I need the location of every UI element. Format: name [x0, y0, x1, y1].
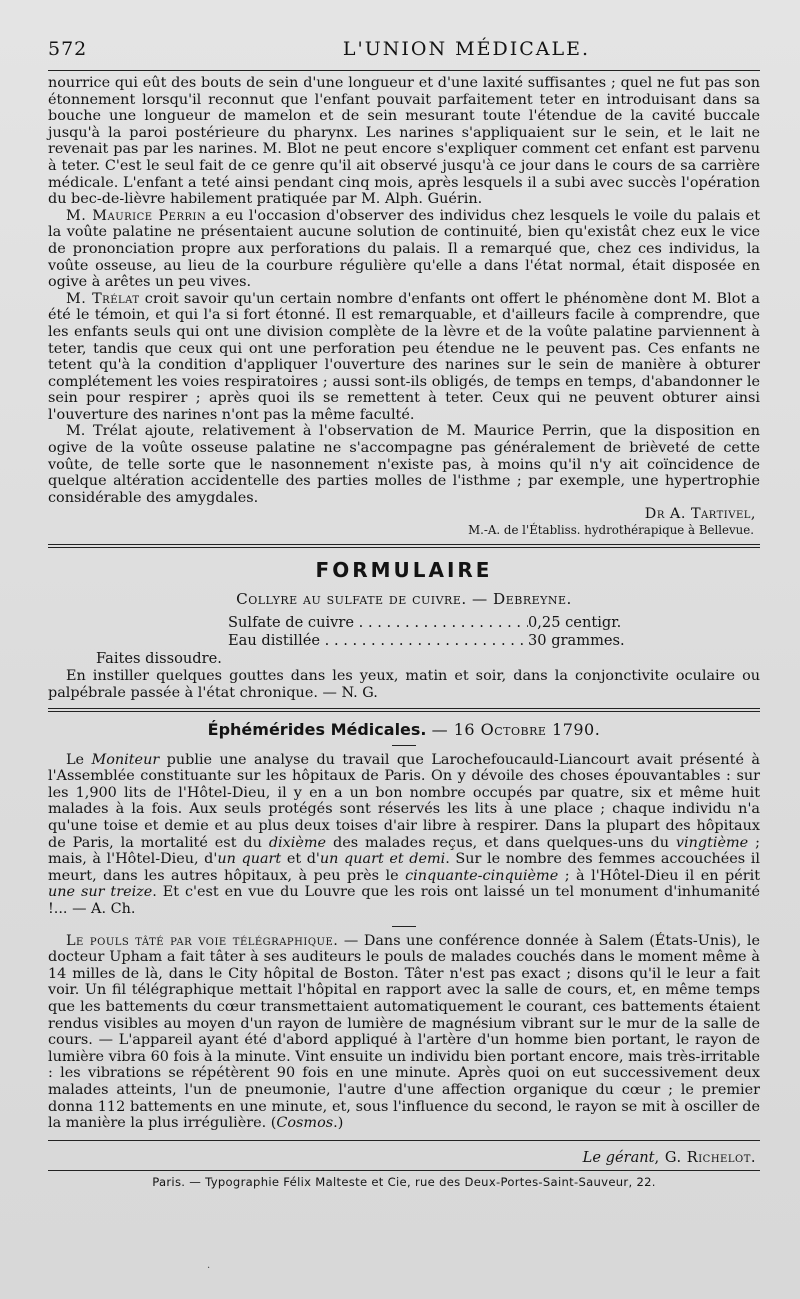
emphasis-text: un quart: [217, 851, 282, 868]
gerant-label: Le gérant: [582, 1148, 655, 1166]
gerant-name: , G. Richelot.: [654, 1148, 756, 1166]
recipe-instruction: Faites dissoudre.: [96, 650, 222, 668]
recipe-ingredient: [48, 614, 760, 632]
ingredient-name: Sulfate de cuivre . . .: [228, 614, 528, 631]
continuation-paragraph: nourrice qui eût des bouts de sein d'une longueur et d'une laxité suffisantes ; quel ne fut pas son étonnement lorsqu'il reconnut que l'enfant pouvait parfaitement teter en introduisant dans sa bouche une longueur de mamelon et de sein mesurant toute l'étendue de la cavité buccale jusqu'à la paroi postérieure du pharynx. Les narines s'appliquaient sur le sein, et le lait ne revenait pas par les narines. M. Blot ne peut encore s'expliquer comment cet enfant est parvenu à teter. C'est le seul fait de ce genre qu'il ait observé jusqu'à ce jour dans le cours de sa carrière médicale. L'enfant a teté ainsi pendant cinq mois, après lesquels il a subi avec succès l'opération du bec-de-lièvre habilement pratiquée par M. Alph. Guérin.: [48, 75, 760, 208]
speaker-name: M. Maurice Perrin: [66, 207, 207, 224]
emphasis-text: vingtième: [675, 834, 749, 851]
paragraph-text: a eu l'occasion d'observer des individus chez lesquels le voile du palais et la voûte palatine ne présentaient aucune solution de continuité, bien qu'existât chez eux le vice de prononciation propre aux perforations du palais. Il a remarqué que, chez ces individus, la voûte osseuse, au lieu de la courbure régulière qu'elle a dans l'état normal, était disposée en ogive à arêtes un peu vives.: [48, 207, 760, 291]
source-citation: Cosmos: [276, 1115, 334, 1132]
emphasis-text: cinquante-cinquième: [405, 867, 559, 884]
pouls-heading: Le pouls tâté par voie télégraphique.: [66, 932, 339, 949]
emphasis-text: dixième: [268, 834, 327, 851]
author-signature: [48, 506, 756, 523]
printer-mark: .: [207, 1260, 211, 1271]
ingredient-quantity: 30 grammes.: [528, 632, 625, 650]
dash-separator: [392, 745, 416, 746]
trelat-addendum-paragraph: M. Trélat ajoute, relativement à l'observation de M. Maurice Perrin, que la disposition en ogive de la voûte osseuse palatine ne s'accompagne pas généralement de brièveté de cette voûte, de telle sorte que le nasonnement n'existe pas, à moins qu'il n'y ait coïncidence de quelque altération accidentelle des parties molles de l'isthme ; par exemple, une hypertrophie considérable des amygdales.: [48, 423, 760, 506]
footer-rule: [48, 1140, 760, 1141]
emphasis-text: un quart et demi: [319, 851, 446, 868]
emphasis-text: une sur treize: [48, 884, 153, 901]
recipe-ingredient: [48, 632, 760, 650]
formula-title: Collyre au sulfate de cuivre. — Debreyne.: [236, 590, 572, 609]
trelat-paragraph: [48, 291, 760, 424]
emphasis-text: Moniteur: [91, 751, 160, 768]
ingredient-name: Eau distillée . . .: [228, 632, 528, 649]
ephemerides-date: — 16 Octobre 1790.: [431, 719, 601, 739]
ephemerides-title: Éphémérides Médicales.: [207, 719, 427, 739]
journal-title: L'UNION MÉDICALE.: [342, 38, 590, 60]
speaker-name: M. Trélat: [66, 290, 140, 307]
page-number: 572: [48, 38, 88, 60]
header-rule: [48, 70, 760, 71]
perrin-paragraph: [48, 208, 760, 291]
ephemerides-heading: [48, 720, 760, 739]
paragraph-text: — Dans une conférence donnée à Salem (États-Unis), le docteur Upham a fait tâter à ses auditeurs le pouls de malades couchés dans le moment même à 14 milles de là, dans le City hôpital de Boston. Tâter n'est pas exact ; disons qu'il le leur a fait voir. Un fil télégraphique mettait l'hôpital en rapport avec la salle de cours, et, en même temps que les battements du cœur transmettaient automatiquement le courant, ces battements étaient rendus visibles au moyen d'un rayon de lumière de magnésium vibrant sur le mur de la salle de cours. — L'appareil ayant été d'abord appliqué à l'artère d'un homme bien portant, le rayon de lumière vibra 60 fois à la minute. Vint ensuite un individu bien portant encore, mais très-irritable : les vibrations se répétèrent 90 fois en une minute. Après quoi on eut successivement deux malades atteints, l'un de pneumonie, l'autre d'une affection organique du cœur ; le premier donna 112 battements en une minute, et, sous l'influence du second, le rayon se mit à osciller de la manière la plus irrégulière. (: [48, 932, 760, 1132]
dash-separator: [392, 926, 416, 927]
pouls-paragraph: Le pouls tâté par voie télégraphique. — Dans une conférence donnée à Salem (États-Unis), le docteur Upham a fait tâter à ses auditeurs le pouls de malades couchés dans le moment même à 14 milles de là, dans le City hôpital de Boston. Tâter n'est pas exact ; disons qu'il le leur a fait voir. Un fil télégraphique mettait l'hôpital en rapport avec la salle de cours, et, en même temps que les battements du cœur transmettaient automatiquement le courant, ces battements étaient rendus visibles au moyen d'un rayon de lumière de magnésium vibrant sur le mur de la salle de cours. — L'appareil ayant été d'abord appliqué à l'artère d'un homme bien portant, le rayon de lumière vibra 60 fois à la minute. Vint ensuite un individu bien portant encore, mais très-irritable : les vibrations se répétèrent 90 fois en une minute. Après quoi on eut successivement deux malades atteints, l'un de pneumonie, l'autre d'une affection organique du cœur ; le premier donna 112 battements en une minute, et, sous l'influence du second, le rayon se mit à osciller de la manière la plus irrégulière. (Cosmos.): [48, 932, 760, 1132]
section-divider: [48, 708, 760, 712]
recipe: [48, 614, 760, 668]
author-affiliation: M.-A. de l'Établiss. hydrothérapique à Bellevue.: [468, 523, 754, 538]
signature-name: Dr A. Tartivel,: [644, 506, 756, 523]
section-divider: [48, 544, 760, 548]
gerant-line: [48, 1149, 756, 1166]
running-head: [48, 38, 760, 68]
formula-usage: En instiller quelques gouttes dans les yeux, matin et soir, dans la conjonctivite oculaire ou palpébrale passée à l'état chronique. — N. G.: [48, 668, 760, 702]
imprint-rule: [48, 1170, 760, 1171]
formulaire-heading: FORMULAIRE: [315, 558, 493, 583]
ingredient-quantity: 0,25 centigr.: [528, 614, 622, 632]
printer-imprint: Paris. — Typographie Félix Malteste et Cie, rue des Deux-Portes-Saint-Sauveur, 22.: [152, 1174, 656, 1189]
ephemerides-paragraph: Le Moniteur publie une analyse du travail que Larochefoucauld-Liancourt avait présenté à l'Assemblée constituante sur les hôpitaux de Paris. On y dévoile des choses épouvantables : sur les 1,900 lits de l'Hôtel-Dieu, il y en a un bon nombre occupés par quatre, six et même huit malades à la fois. Aux seuls protégés sont réservés les lits à une place ; chaque individu n'a qu'une toise et demie et au plus deux toises d'air libre à respirer. Dans la plupart des hôpitaux de Paris, la mortalité est du dixième des malades reçus, et dans quelques-uns du vingtième ; mais, à l'Hôtel-Dieu, d'un quart et d'un quart et demi. Sur le nombre des femmes accouchées il meurt, dans les autres hôpitaux, à peu près le cinquante-cinquième ; à l'Hôtel-Dieu il en périt une sur treize. Et c'est en vue du Louvre que les rois ont laissé un tel monument d'inhumanité !... — A. Ch.: [48, 751, 760, 917]
paragraph-text: croit savoir qu'un certain nombre d'enfants ont offert le phénomène dont M. Blot a été le témoin, et qui l'a si fort étonné. Il est remarquable, et d'ailleurs facile à comprendre, que les enfants seuls qui ont une division complète de la lèvre et de la voûte palatine parviennent à teter, tandis que ceux qui ont une perforation peu étendue ne le peuvent pas. Ces enfants ne tetent qu'à la condition d'appliquer l'ouverture des narines sur le sein de manière à obturer complétement les voies respiratoires ; aussi sont-ils obligés, de temps en temps, d'abandonner le sein pour respirer ; après quoi ils se remettent à teter. Ceux qui ne peuvent obturer ainsi l'ouverture des narines n'ont pas la même faculté.: [48, 290, 760, 423]
